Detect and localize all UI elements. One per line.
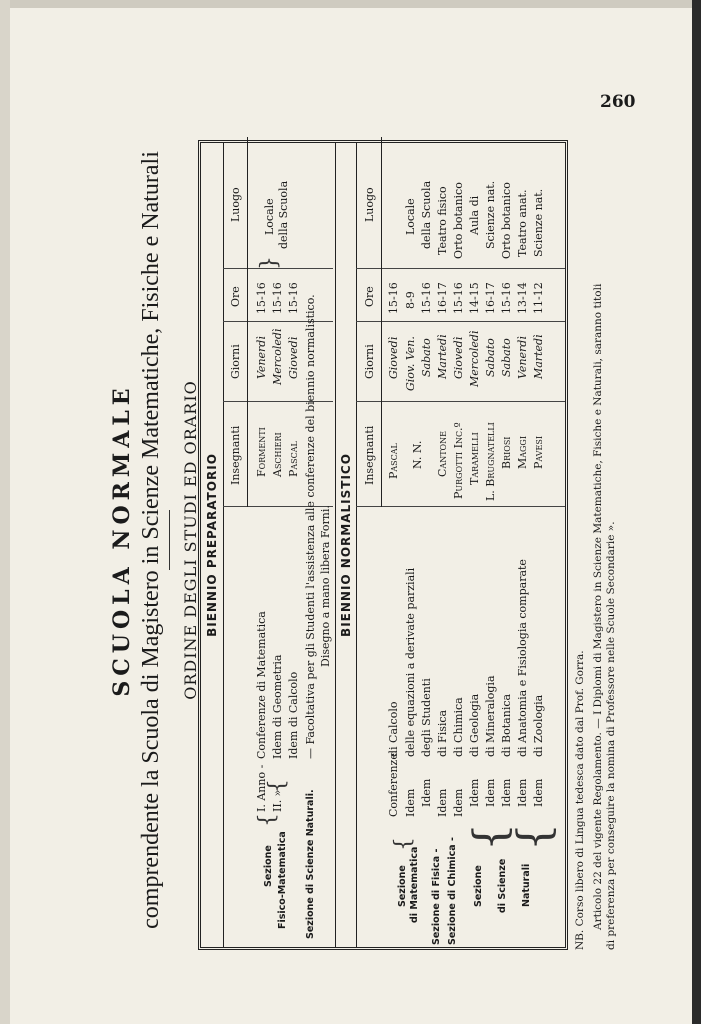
prep-hours: 15-16 <box>287 282 300 314</box>
row-place: Locale <box>404 198 417 235</box>
group-label: Sezione di Fisica - <box>431 848 442 945</box>
normalistico-heading: BIENNIO NORMALISTICO <box>339 453 353 637</box>
prep-place: Locale <box>263 198 276 235</box>
divider <box>335 143 336 947</box>
row-idem: Idem <box>468 778 481 807</box>
col-header-hours: Ore <box>229 286 242 307</box>
row-hours: 16-17 <box>436 282 449 314</box>
group-label: Sezione <box>397 865 408 907</box>
brace: { <box>509 823 560 851</box>
row-place: Teatro anat. <box>516 189 529 257</box>
row-idem: Idem <box>452 788 465 817</box>
row-course: di Chimica <box>452 697 465 757</box>
row-hours: 16-17 <box>484 282 497 314</box>
section-label: Fisico-Matematica <box>277 831 288 929</box>
footnote-nb: NB. Corso libero di Lingua tedesca dato dal Prof. Gorra. <box>574 650 586 950</box>
page-title: SCUOLA NORMALE <box>109 383 135 697</box>
row-idem: Idem <box>484 778 497 807</box>
col-header-teachers: Insegnanti <box>229 425 242 485</box>
row-course: di Anatomia e Fisiologia comparate <box>516 559 529 757</box>
header <box>108 130 202 950</box>
brace: { <box>465 823 516 851</box>
section-label: Sezione <box>263 845 274 887</box>
divider <box>381 137 382 507</box>
row-day: Mercoledì <box>468 330 481 387</box>
col-header-place: Luogo <box>229 187 242 222</box>
row-day: Sabato <box>484 338 497 377</box>
row-place: Scienze nat. <box>484 180 497 249</box>
footnote-article: Articolo 22 del vigente Regolamento. — I Diplomi di Magistero in Scienze Matematiche, Fisiche e Naturali, saranno titoli <box>592 283 604 930</box>
row-day: Giov. Ven. <box>404 336 417 391</box>
group-label: di Scienze <box>497 858 508 913</box>
brace: } <box>257 256 282 270</box>
group-label: di Matematica <box>409 846 420 923</box>
row-teacher: Maggi <box>516 436 529 469</box>
group-label: Sezione di Chimica - <box>447 837 458 945</box>
row-course: di Mineralogia <box>484 675 497 757</box>
natural-section-label: Sezione di Scienze Naturali. <box>305 789 316 939</box>
row-course: degli Studenti <box>420 678 433 757</box>
row-teacher: Taramelli <box>468 432 481 485</box>
prep-day: Giovedì <box>287 336 300 379</box>
col-header-days: Giorni <box>363 344 376 379</box>
row-course: di Geologia <box>468 693 481 757</box>
row-teacher: Pavesi <box>532 435 545 469</box>
col-header-hours: Ore <box>363 286 376 307</box>
prep-day: Mercoledì <box>271 328 284 385</box>
row-day: Sabato <box>500 338 513 377</box>
row-day: Venerdì <box>516 336 529 379</box>
row-place: Aula di <box>468 195 481 235</box>
row-idem: Idem <box>532 778 545 807</box>
divider <box>247 137 248 507</box>
brace: { <box>391 837 416 851</box>
row-place: Teatro fisico <box>436 186 449 255</box>
page-number: 260 <box>600 92 636 112</box>
row-course: delle equazioni a derivate parziali <box>404 567 417 757</box>
row-place: della Scuola <box>420 180 433 249</box>
prep-course: Idem di Geometria <box>271 654 284 759</box>
natural-section-text: — Facoltativa per gli Studenti l'assistenza alle conferenze del biennio normalistico. <box>304 294 317 759</box>
row-course: di Fisica <box>436 709 449 757</box>
row-course: di Calcolo <box>387 701 400 757</box>
row-idem: Idem <box>420 778 433 807</box>
preparatorio-heading: BIENNIO PREPARATORIO <box>205 453 219 637</box>
row-day: Giovedì <box>452 336 465 379</box>
prep-course: Idem di Calcolo <box>287 671 300 759</box>
page-subtitle: comprendente la Scuola di Magistero in Scienze Matematiche, Fisiche e Naturali <box>138 151 164 929</box>
order-heading: ORDINE DEGLI STUDI ED ORARIO <box>181 380 200 700</box>
row-teacher: Pascal <box>387 443 400 479</box>
row-teacher: Briosi <box>500 436 513 469</box>
title-rule <box>169 510 170 570</box>
col-divider <box>356 321 565 322</box>
row-hours: 13-14 <box>516 282 529 314</box>
row-teacher: L. Brugnatelli <box>484 422 497 501</box>
row-hours: 15-16 <box>420 282 433 314</box>
row-course: di Botanica <box>500 693 513 757</box>
divider <box>356 143 357 947</box>
prep-year: II. » <box>271 789 284 812</box>
row-day: Giovedì <box>387 336 400 379</box>
divider <box>223 143 224 947</box>
row-idem: Idem <box>404 788 417 817</box>
row-hours: 15-16 <box>500 282 513 314</box>
row-hours: 14-15 <box>468 282 481 314</box>
prep-teacher: Pascal <box>287 441 300 477</box>
col-divider <box>356 506 565 507</box>
prep-teacher: Formenti <box>255 427 268 477</box>
col-divider <box>356 401 565 402</box>
row-day: Sabato <box>420 338 433 377</box>
row-idem: Idem <box>516 778 529 807</box>
prep-hours: 15-16 <box>255 282 268 314</box>
row-idem: Idem <box>500 778 513 807</box>
row-teacher: Cantone <box>436 431 449 477</box>
row-teacher: Purgotti Inc.º <box>452 422 465 499</box>
page-edge-left <box>0 0 10 1024</box>
prep-teacher: Aschieri <box>271 432 284 477</box>
row-idem: Conferenze <box>387 753 400 817</box>
prep-course: Conferenze di Matematica <box>255 611 268 759</box>
brace: { <box>265 779 290 793</box>
natural-section-text: Disegno a mano libera Forni. <box>319 505 332 667</box>
row-hours: 11-12 <box>532 282 545 314</box>
row-place: Orto botanico <box>500 182 513 259</box>
col-header-days: Giorni <box>229 344 242 379</box>
row-place: Scienze nat. <box>532 188 545 257</box>
group-label: Sezione <box>473 865 484 907</box>
row-hours: 15-16 <box>452 282 465 314</box>
row-place: Orto botanico <box>452 182 465 259</box>
row-day: Martedì <box>436 334 449 379</box>
prep-year: I. Anno - <box>255 764 268 812</box>
prep-place: della Scuola <box>277 180 290 249</box>
row-hours: 8-9 <box>404 291 417 309</box>
group-label: Naturali <box>521 863 532 907</box>
prep-hours: 15-16 <box>271 282 284 314</box>
page-edge-top <box>0 0 701 8</box>
brace: { <box>255 813 280 827</box>
row-day: Martedì <box>532 334 545 379</box>
footnote-article: di preferenza per conseguire la nomina di Professore nelle Scuole Secondarie ». <box>605 521 617 950</box>
col-header-teachers: Insegnanti <box>363 425 376 485</box>
row-idem: Idem <box>436 788 449 817</box>
row-teacher: N. N. <box>411 440 424 469</box>
col-divider <box>356 268 565 269</box>
row-course: di Zoologia <box>532 694 545 757</box>
prep-day: Venerdì <box>255 336 268 379</box>
page-edge-right <box>692 0 701 1024</box>
row-hours: 15-16 <box>387 282 400 314</box>
col-header-place: Luogo <box>363 187 376 222</box>
schedule-table <box>198 140 568 950</box>
rotated-content <box>108 130 653 950</box>
